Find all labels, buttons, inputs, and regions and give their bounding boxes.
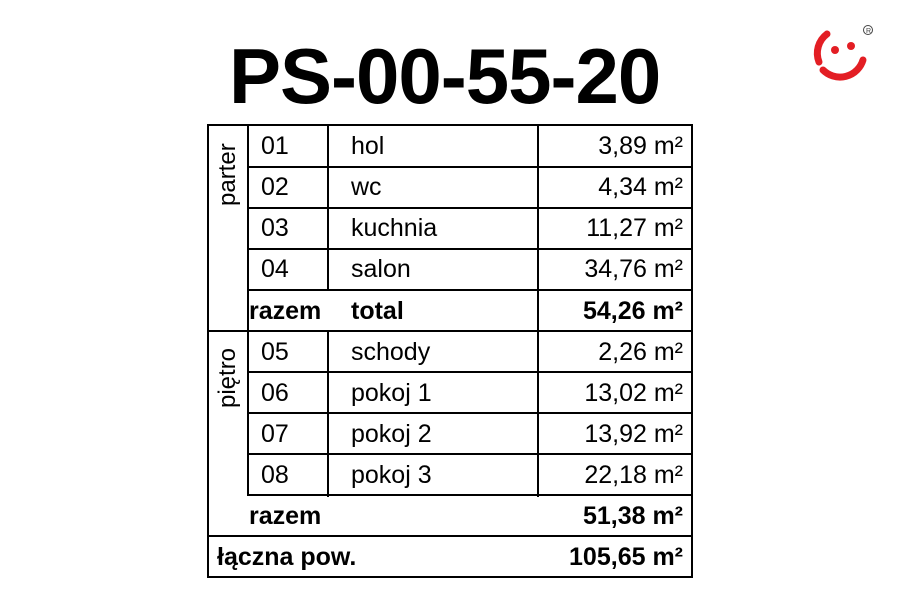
- room-area: 13,92 m²: [584, 420, 683, 448]
- svg-text:R: R: [866, 28, 872, 35]
- smiley-logo-icon: [805, 22, 877, 88]
- room-area: 11,27 m²: [586, 214, 683, 242]
- room-name: hol: [351, 132, 385, 160]
- room-area: 4,34 m²: [598, 173, 683, 201]
- room-number: 02: [261, 173, 289, 201]
- subtotal-label-en: total: [351, 297, 404, 325]
- table-row: [209, 208, 693, 249]
- area-table: [207, 124, 693, 578]
- grand-total-area: 105,65 m²: [569, 543, 683, 571]
- subtotal-label: razem: [249, 502, 322, 530]
- room-name: salon: [351, 255, 411, 283]
- group-label-parter: parter: [214, 143, 241, 206]
- page-title: PS-00-55-20: [229, 32, 661, 120]
- room-name: wc: [351, 173, 382, 201]
- group-label-pietro: piętro: [214, 347, 241, 408]
- room-area: 13,02 m²: [584, 379, 683, 407]
- room-name: pokoj 2: [351, 420, 432, 448]
- room-name: schody: [351, 338, 431, 366]
- table-row: [209, 414, 693, 455]
- room-area: 34,76 m²: [584, 255, 683, 283]
- room-number: 07: [261, 420, 289, 448]
- grand-total-row: [209, 537, 693, 578]
- room-number: 03: [261, 214, 289, 242]
- table-row: [209, 249, 693, 290]
- subtotal-label: razem: [249, 297, 322, 325]
- table-row: [209, 332, 693, 373]
- subtotal-row-pietro: [209, 496, 693, 537]
- subtotal-area: 51,38 m²: [582, 502, 683, 530]
- room-number: 05: [261, 338, 289, 366]
- subtotal-row-parter: [209, 291, 693, 332]
- room-area: 3,89 m²: [598, 132, 683, 160]
- table-row: [209, 167, 693, 208]
- table-row: [209, 373, 693, 414]
- room-area: 22,18 m²: [584, 461, 683, 489]
- room-name: pokoj 3: [351, 461, 432, 489]
- room-name: kuchnia: [351, 214, 438, 242]
- table-row: [209, 126, 693, 167]
- grand-total-label: łączna pow.: [217, 543, 357, 571]
- subtotal-area: 54,26 m²: [582, 297, 683, 325]
- room-name: pokoj 1: [351, 379, 432, 407]
- room-area: 2,26 m²: [598, 338, 683, 366]
- room-number: 08: [261, 461, 289, 489]
- room-number: 04: [261, 255, 289, 283]
- room-number: 06: [261, 379, 289, 407]
- table-row: [209, 455, 693, 496]
- room-number: 01: [261, 132, 289, 160]
